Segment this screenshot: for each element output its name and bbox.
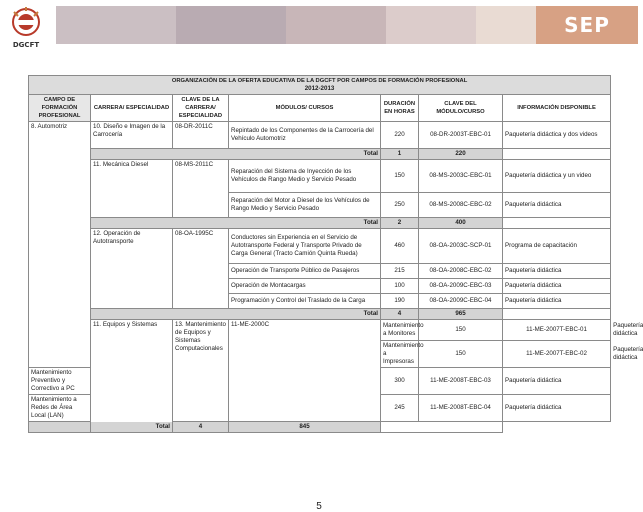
title-text: ORGANIZACIÓN DE LA OFERTA EDUCATIVA DE LA DGCFT POR CAMPOS DE FORMACIÓN PROFESIONAL [171,78,468,84]
header-modulos: MÓDULOS/ CURSOS [229,95,381,122]
horas-cell: 190 [381,294,419,309]
table-row [29,229,611,264]
horas-cell: 250 [381,193,419,218]
modulo-cell: Mantenimiento Preventivo y Correctivo a PC [29,368,91,395]
clave-modulo-cell: 11-ME-2007T-EBC-01 [503,320,611,341]
campo-cell: 8. Automotriz [29,122,91,368]
carrera-cell: 11. Mecánica Diesel [91,160,173,218]
header-duracion: DURACIÓN EN HORAS [381,95,419,122]
modulo-cell: Programación y Control del Traslado de la Carga [229,294,381,309]
total-row [29,218,611,229]
info-cell: Paquetería didáctica [503,294,611,309]
clave-carrera-cell: 08-MS-2011C [173,160,229,218]
clave-modulo-cell: 11-ME-2008T-EBC-04 [419,395,503,422]
info-cell: Paquetería didáctica [503,193,611,218]
offer-table [28,75,643,433]
info-cell: Paquetería didáctica y dos videos [503,122,611,149]
clave-carrera-cell: 08-OA-1995C [173,229,229,309]
sep-logo: SEP [536,6,638,44]
clave-modulo-cell: 08-MS-2008C-EBC-02 [419,193,503,218]
header-info: INFORMACIÓN DISPONIBLE [503,95,611,122]
horas-cell: 150 [381,160,419,193]
clave-modulo-cell: 08-OA-2009C-EBC-04 [419,294,503,309]
info-cell: Paquetería didáctica [503,368,611,395]
info-cell: Paquetería didáctica [503,279,611,294]
carrera-cell: 12. Operación de Autotransporte [91,229,173,309]
total-row [29,149,611,160]
total-row [29,422,611,433]
modulo-cell: Mantenimiento a Monitores [381,320,419,341]
offer-table-container [28,75,643,512]
clave-carrera-cell: 08-DR-2011C [173,122,229,149]
clave-modulo-cell: 08-OA-2003C-SCP-01 [419,229,503,264]
info-cell: Paquetería didáctica y un video [503,160,611,193]
modulo-cell: Reparación del Sistema de Inyección de los Vehículos de Rango Medio y Servicio Pesado [229,160,381,193]
total-label: Total [91,149,381,160]
total-count: 4 [381,309,419,320]
info-cell: Paquetería didáctica [503,264,611,279]
table-row [29,122,611,149]
campo-cell: 11. Equipos y Sistemas [91,320,173,433]
total-horas: 400 [419,218,503,229]
horas-cell: 100 [381,279,419,294]
header-clave-carrera: CLAVE DE LA CARRERA/ ESPECIALIDAD [173,95,229,122]
horas-cell: 460 [381,229,419,264]
clave-modulo-cell: 11-ME-2008T-EBC-03 [419,368,503,395]
horas-cell: 150 [419,320,503,341]
table-row: Mantenimiento a Impresoras 150 11-ME-2007T-EBC-02 Paquetería didáctica [29,341,611,368]
total-horas: 965 [419,309,503,320]
modulo-cell: Mantenimiento a Impresoras [381,341,419,368]
header-campo: CAMPO DE FORMACIÓN PROFESIONAL [29,95,91,122]
info-cell: Programa de capacitación [503,229,611,264]
carrera-cell: 13. Mantenimiento de Equipos y Sistemas Computacionales [173,320,229,422]
clave-carrera-cell: 11-ME-2000C [229,320,381,422]
modulo-cell: Conductores sin Experiencia en el Servicio de Autotransporte Federal y Transporte Privado de Carga General (Tracto Camión Quinta Rueda) [229,229,381,264]
dgcft-logo [6,6,46,50]
header-clave-modulo: CLAVE DEL MÓDULO/CURSO [419,95,503,122]
modulo-cell: Mantenimiento a Redes de Área Local (LAN) [29,395,91,422]
total-row [29,309,611,320]
horas-cell: 300 [381,368,419,395]
modulo-cell: Operación de Montacargas [229,279,381,294]
modulo-cell: Operación de Transporte Público de Pasajeros [229,264,381,279]
page-number: 5 [316,501,322,512]
total-label: Total [29,422,173,433]
year-text: 2012-2013 [304,85,335,92]
clave-modulo-cell: 11-ME-2007T-EBC-02 [503,341,611,368]
logo-text: DGCFT [12,41,40,49]
horas-cell: 245 [381,395,419,422]
header-carrera: CARRERA/ ESPECIALIDAD [91,95,173,122]
horas-cell: 215 [381,264,419,279]
clave-modulo-cell: 08-OA-2009C-EBC-03 [419,279,503,294]
total-label: Total [91,309,381,320]
clave-modulo-cell: 08-OA-2008C-EBC-02 [419,264,503,279]
total-horas: 220 [419,149,503,160]
total-label: Total [91,218,381,229]
carrera-cell: 10. Diseño e Imagen de la Carrocería [91,122,173,149]
info-cell: Paquetería didáctica [503,395,611,422]
total-count: 2 [381,218,419,229]
modulo-cell: Repintado de los Componentes de la Carrocería del Vehículo Automotriz [229,122,381,149]
total-count: 4 [173,422,229,433]
total-horas: 845 [229,422,381,433]
horas-cell: 220 [381,122,419,149]
table-row: 11. Equipos y Sistemas 13. Mantenimiento de Equipos y Sistemas Computacionales 11-ME-2000C Mantenimiento a Monitores 150 11-ME-2007T-EBC-01 Paquetería didáctica [29,320,611,341]
clave-modulo-cell: 08-DR-2003T-EBC-01 [419,122,503,149]
table-row [29,160,611,193]
horas-cell: 150 [419,341,503,368]
modulo-cell: Reparación del Motor a Diesel de los Vehículos de Rango Medio y Servicio Pesado [229,193,381,218]
table-title [29,76,611,95]
total-count: 1 [381,149,419,160]
clave-modulo-cell: 08-MS-2003C-EBC-01 [419,160,503,193]
